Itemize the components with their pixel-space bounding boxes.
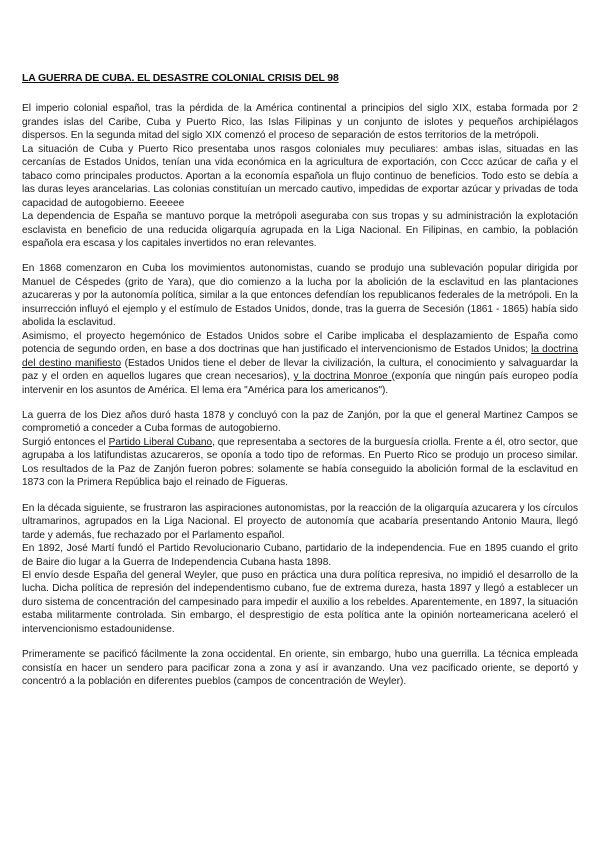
text-segment: (exponía que ningún país europeo podía intervenir en los asuntos de América. El lema era "América para los americanos"). bbox=[22, 371, 578, 396]
link-partido-liberal-cubano[interactable]: Partido Liberal Cubano bbox=[108, 436, 213, 448]
paragraph-1868: En 1868 comenzaron en Cuba los movimientos autonomistas, cuando se produjo una sublevación popular dirigida por Manuel de Céspedes (grito de Yara), que dio comienzo a la lucha por la abolición de la esclavitud en las plantaciones azucareras y por la autonomía política, similar a la que entonces defendían los republicanos federales de la metrópoli. En la insurrección influyó el ejemplo y el estímulo de Estados Unidos, donde, tras la guerra de Secesión (1861 - 1865) había sido abolida la esclavitud. bbox=[22, 263, 578, 329]
text-segment: (Estados Unidos tiene el deber de llevar la civilización, la cultura, el conocimiento y salvaguardar la paz y el orden en aquellos lugares que crean necesarios), bbox=[22, 357, 578, 383]
document-title: LA GUERRA DE CUBA. EL DESASTRE COLONIAL CRISIS DEL 98 bbox=[22, 73, 339, 84]
paragraph-pacificacion: Primeramente se pacificó fácilmente la zona occidental. En oriente, sin embargo, hubo una guerrilla. La técnica empleada consistía en hacer un sendero para pacificar zona a zona y así ir avanzando. Una vez pacificado oriente, se deportó y concentró a la población en diferentes pueblos (campos de concentración de Weyler). bbox=[22, 649, 578, 688]
document-page bbox=[22, 72, 578, 689]
paragraph-jose-marti: En 1892, José Martí fundó el Partido Revolucionario Cubano, partidario de la independencia. Fue en 1895 cuando el grito de Baire dio lugar a la Guerra de Independencia Cubana hasta 1898. bbox=[22, 543, 578, 568]
paragraph-dependencia: La dependencia de España se mantuvo porque la metrópoli aseguraba con sus tropas y su administración la explotación esclavista en beneficio de una reducida oligarquía agrupada en la Liga Nacional. En Filipinas, en cambio, la población española era escasa y los capitales invertidos no eran relevantes. bbox=[22, 211, 578, 249]
paragraph-weyler: El envío desde España del general Weyler, que puso en práctica una dura política represiva, no impidió el desarrollo de la lucha. Dicha política de represión del independentismo cubano, fue de extrema dureza, hasta 1897 y llegó a establecer un duro sistema de concentración del campesinado para impedir el auxilio a los rebeldes. Aparentemente, en 1897, la situación estaba militarmente controlada. Sin embargo, el desprestigio de esta política ante la opinión norteamericana aceleró el intervencionismo estadounidense. bbox=[22, 569, 578, 635]
paragraph-situacion-cuba: La situación de Cuba y Puerto Rico presentaba unos rasgos coloniales muy peculiares: ambas islas, situadas en las cercanías de Estados Unidos, tenían una vida económica en la agricultura de exportación, con Cccc azúcar de caña y el tabaco como principales productos. Aportan a la economía española un flujo continuo de beneficios. Todo esto se debía a las duras leyes arancelarias. Las colonias constituían un mercado cautivo, impedidas de exportar azúcar y privadas de toda capacidad de autogobierno. Eeeeee bbox=[22, 143, 578, 209]
paragraph-hegemonia bbox=[22, 330, 578, 397]
paragraph-decada-siguiente: En la década siguiente, se frustraron las aspiraciones autonomistas, por la reacción de la oligarquía azucarera y los círculos ultramarinos, agrupados en la Liga Nacional. El proyecto de autonomía que acabaría presentando Antonio Maura, llegó tarde y además, fue rechazado por el Parlamento español. bbox=[22, 502, 578, 541]
link-destino-manifiesto[interactable]: la doctrina del destino manifiesto bbox=[22, 344, 578, 369]
paragraph-partido-liberal bbox=[22, 436, 578, 490]
text-segment: , que representaba a sectores de la burguesía criolla. Frente a él, otro sector, que agrupaba a los latifundistas azucareros, se oponía a todo tipo de reformas. En Puerto Rico se produjo un proceso similar. Los resultados de la Paz de Zanjón fueron pobres: solamente se había conseguido la abolición formal de la esclavitud en 1873 con la Primera República bajo el reinado de Figueras. bbox=[22, 436, 578, 489]
text-segment: Surgió entonces el bbox=[22, 436, 109, 448]
paragraph-imperio: El imperio colonial español, tras la pérdida de la América continental a principios del siglo XIX, estaba formada por 2 grandes islas del Caribe, Cuba y Puerto Rico, las Islas Filipinas y un conjunto de islotes y pequeños archipiélagos dispersos. En la segunda mitad del siglo XIX comenzó el proceso de separación de estos territorios de la metrópoli. bbox=[22, 103, 578, 142]
text-segment: Asimismo, el proyecto hegemónico de Estados Unidos sobre el Caribe implicaba el desplazamiento de España como potencia de segundo orden, en base a dos doctrinas que han justificado el intervencionismo de Estados Unidos; bbox=[22, 330, 578, 356]
link-doctrina-monroe[interactable]: y la doctrina Monroe bbox=[293, 371, 392, 383]
paragraph-diez-anos: La guerra de los Diez años duró hasta 1878 y concluyó con la paz de Zanjón, por la que el general Martinez Campos se comprometió a conceder a Cuba formas de autogobierno. bbox=[22, 409, 578, 435]
